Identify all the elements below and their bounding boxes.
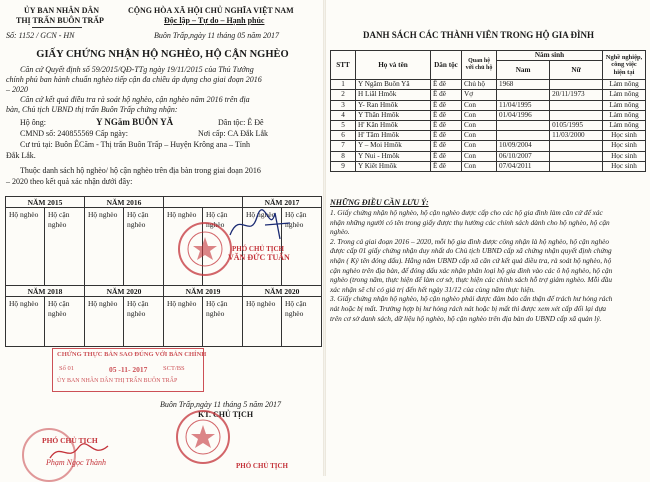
basis-line-3: – 2020 [6, 85, 28, 94]
col-stt: STT [331, 51, 356, 80]
cell-female [550, 161, 603, 171]
basis-line-4: Căn cứ kết quả điều tra rà soát hộ nghèo, cận nghèo năm 2016 trên địa [20, 95, 250, 104]
cell-relation: Con [462, 120, 497, 130]
cell-job: Làm nông [603, 100, 646, 110]
ethnic-group: Dân tộc: Ê Đê [218, 118, 264, 127]
cell-relation: Con [462, 161, 497, 171]
note-line: xác nhận sẽ chỉ có giá trị đến hết ngày 31/12 của cùng năm thực hiện. [330, 284, 536, 294]
note-line: nghèo. [330, 227, 350, 237]
basis-line-5: bàn, Chủ tịch UBND thị trấn Buôn Trấp chứng nhận: [6, 105, 178, 114]
year-2016: NĂM 2016 [85, 197, 164, 208]
poor-label: Hộ nghèo [85, 208, 124, 285]
year-2020: NĂM 2020 [243, 286, 322, 297]
cell-job: Học sinh [603, 161, 646, 171]
star-emblem-icon [178, 412, 228, 462]
household-table-title: DANH SÁCH CÁC THÀNH VIÊN TRONG HỘ GIA ĐÌNH [363, 30, 595, 40]
year-cell-2020 [243, 297, 322, 347]
signature-date-line: Buôn Trấp,ngày 11 tháng 5 năm 2017 [160, 400, 281, 409]
cell-name: Y Thăn Hmŏk [356, 110, 431, 120]
year-2017: NĂM 2017 [243, 197, 322, 208]
cell-male: 10/09/2004 [497, 141, 550, 151]
signer-role-small: PHÓ CHỦ TỊCH [232, 245, 284, 253]
table-row [331, 151, 646, 161]
near-poor-label: Hộ cận nghèo [48, 210, 70, 229]
poor-label: Hộ nghèo [6, 297, 45, 346]
year-cell-2020a [85, 297, 164, 347]
year-2015: NĂM 2015 [6, 197, 85, 208]
notes-block [330, 208, 646, 323]
bottom-signer-role: PHÓ CHỦ TỊCH [236, 462, 288, 470]
cell-job: Làm nông [603, 90, 646, 100]
cell-job: Làm nông [603, 80, 646, 90]
agency-line1: ỦY BAN NHÂN DÂN [24, 6, 100, 15]
cell-name: Y Kiêt Hmŏk [356, 161, 431, 171]
cell-female: 20/11/1973 [550, 90, 603, 100]
col-relation: Quan hệ với chủ hộ [462, 51, 497, 80]
cell-job: Học sinh [603, 151, 646, 161]
note-line: được cấp 01 giấy chứng nhận duy nhất do Chủ tịch UBND cấp xã chứng nhận quyết định chứng [330, 246, 612, 256]
col-birth-year: Năm sinh [497, 51, 603, 61]
household-members-table [330, 50, 646, 172]
cell-ethnic: Ê đê [431, 151, 462, 161]
table-row [331, 141, 646, 151]
cell-relation: Vợ [462, 90, 497, 100]
cell-male: 1968 [497, 80, 550, 90]
year-cell-2015 [6, 208, 85, 286]
note-line: 2. Trong cả giai đoạn 2016 – 2020, mỗi hộ gia đình được công nhận là hộ nghèo, hộ cận nghèo [330, 236, 609, 246]
cell-relation: Con [462, 100, 497, 110]
note-line: nát hoặc bị mất. Trường hợp bị hư hỏng rách nát hoặc bị mất thì được xem xét cấp đổi lại dựa [330, 303, 607, 313]
cell-job: Học sinh [603, 141, 646, 151]
cell-stt: 8 [331, 151, 356, 161]
near-poor-label: Hộ cận nghèo [285, 299, 307, 318]
cell-male [497, 131, 550, 141]
cell-job: Làm nông [603, 110, 646, 120]
cell-male: 07/04/2011 [497, 161, 550, 171]
copy-book: SCT/BS [163, 365, 185, 372]
motto: Độc lập – Tự do – Hạnh phúc [164, 16, 265, 25]
id-number: CMND số: 240855569 Cấp ngày: [20, 129, 128, 138]
year-cell-2019 [164, 297, 243, 347]
republic-title: CỘNG HÒA XÃ HỘI CHỦ NGHĨA VIỆT NAM [128, 6, 294, 15]
cell-job: Học sinh [603, 131, 646, 141]
cell-stt: 4 [331, 110, 356, 120]
basis-line-1: Căn cứ Quyết định số 59/2015/QĐ-TTg ngày 19/11/2015 của Thủ Tướng [20, 65, 254, 74]
basis-line-2: chính phủ ban hành chuẩn nghèo tiếp cận đa chiều áp dụng cho giai đoạn 2016 [6, 75, 262, 84]
cell-name: H' Tăm Hmŏk [356, 131, 431, 141]
poor-label: Hộ nghèo [6, 208, 45, 285]
cell-female: 11/03/2000 [550, 131, 603, 141]
cell-female: 0105/1995 [550, 120, 603, 130]
year-cell-2018 [6, 297, 85, 347]
table-row [331, 120, 646, 130]
cell-relation: Chủ hộ [462, 80, 497, 90]
cell-ethnic: Ê đê [431, 90, 462, 100]
poor-label: Hộ nghèo [164, 208, 203, 285]
residence-line-2: Đắk Lắk. [6, 151, 36, 160]
certificate-title: GIẤY CHỨNG NHẬN HỘ NGHÈO, HỘ CẬN NGHÈO [36, 49, 289, 60]
cell-relation: Con [462, 131, 497, 141]
copy-number: Số 01 [59, 365, 74, 372]
place-date: Buôn Trấp,ngày 11 tháng 05 năm 2017 [154, 31, 279, 40]
result-line-2: – 2020 theo kết quả xác nhận dưới đây: [6, 177, 133, 186]
cell-name: Y- Ran Hmŏk [356, 100, 431, 110]
result-line-1: Thuộc danh sách hộ nghèo/ hộ cận nghèo trên địa bàn trong giai đoạn 2016 [20, 166, 261, 175]
near-poor-label: Hộ cận nghèo [48, 299, 70, 318]
cell-name: H' Kăn Hmŏk [356, 120, 431, 130]
cell-job: Làm nông [603, 120, 646, 130]
signer-name: Phạm Ngọc Thành [46, 458, 106, 467]
cell-ethnic: Ê đê [431, 161, 462, 171]
note-line: cận nghèo trên địa bàn, để đóng dấu xác nhận phân loại hộ gia đình vào các ô hộ nghèo, hộ cận [330, 265, 613, 275]
col-name: Họ và tên [356, 51, 431, 80]
poor-label: Hộ nghèo [243, 297, 282, 346]
cell-male [497, 120, 550, 130]
copy-stamp-title: CHỨNG THỰC BẢN SAO ĐÚNG VỚI BẢN CHÍNH [57, 351, 207, 358]
table-row [331, 131, 646, 141]
poor-label: Hộ nghèo [164, 297, 203, 346]
year-row-2 [6, 286, 322, 297]
official-seal-stamp [178, 222, 232, 276]
cell-stt: 1 [331, 80, 356, 90]
table-row [331, 90, 646, 100]
cell-male [497, 90, 550, 100]
year-2018: NĂM 2018 [6, 286, 85, 297]
header-underline-left [32, 27, 82, 28]
cell-male: 06/10/2007 [497, 151, 550, 161]
star-emblem-icon [180, 224, 230, 274]
cell-female [550, 110, 603, 120]
near-poor-label: Hộ cận nghèo [127, 299, 149, 318]
household-head-name: Y NGăm BUÔN YĂ [96, 117, 174, 127]
cell-ethnic: Ê đê [431, 141, 462, 151]
note-line: trên cơ sở danh sách, dữ liệu hộ nghèo, hộ cận nghèo trên địa bàn do UBND cấp xã quản lý. [330, 313, 602, 323]
id-issued-place: Nơi cấp: CA Đắk Lắk [198, 129, 268, 138]
copy-date: 05 -11- 2017 [109, 365, 148, 374]
poor-label: Hộ nghèo [85, 297, 124, 346]
household-label: Hộ ông: [20, 118, 46, 127]
cell-stt: 6 [331, 131, 356, 141]
note-line: 3. Giấy chứng nhận hộ nghèo, hộ cận nghèo phải được đảm bảo cẩn thận để trách hư hỏng rách [330, 294, 613, 304]
table-row [331, 100, 646, 110]
note-line: nghèo (trong năm, thực hiện để làm cơ sở, thực hiện các chính sách hỗ trợ giảm nghèo. Mỗi đầu [330, 275, 613, 285]
near-poor-label: Hộ cận nghèo [127, 210, 149, 229]
signature-scribble-top [225, 205, 295, 245]
year-2019: NĂM 2019 [164, 286, 243, 297]
cell-male: 11/04/1995 [497, 100, 550, 110]
signature-role: KT. CHỦ TỊCH [198, 410, 254, 419]
near-poor-label: Hộ cận nghèo [285, 210, 307, 229]
cell-female [550, 100, 603, 110]
col-ethnic: Dân tộc [431, 51, 462, 80]
cell-relation: Con [462, 151, 497, 161]
cell-ethnic: Ê đê [431, 80, 462, 90]
near-poor-label: Hộ cận nghèo [206, 299, 228, 318]
cell-name: Y Ngăm Buôn Yă [356, 80, 431, 90]
col-job: Nghề nghiệp, công việc hiện tại [603, 51, 646, 80]
cell-stt: 9 [331, 161, 356, 171]
copy-certification-stamp [52, 348, 207, 392]
year-row-2-body [6, 297, 322, 347]
col-male: Nam [497, 61, 550, 80]
cell-male: 01/04/1996 [497, 110, 550, 120]
table-row [331, 80, 646, 90]
year-2020a: NĂM 2020 [85, 286, 164, 297]
agency-line2: THỊ TRẤN BUÔN TRẤP [16, 16, 104, 25]
cell-stt: 5 [331, 120, 356, 130]
cell-ethnic: Ê đê [431, 120, 462, 130]
certificate-left-page [0, 0, 325, 476]
cell-ethnic: Ê đê [431, 131, 462, 141]
col-female: Nữ [550, 61, 603, 80]
cell-name: Y – Moi Hmŏk [356, 141, 431, 151]
cell-relation: Con [462, 110, 497, 120]
official-seal-stamp-2 [176, 410, 230, 464]
note-line: nhận những người có tên trong giấy được thụ hưởng các chính sách dành cho hộ nghèo, hộ cận [330, 217, 610, 227]
cell-stt: 3 [331, 100, 356, 110]
poor-label: Hộ nghèo [243, 208, 282, 285]
residence-line-1: Cư trú tại: Buôn ÊCăm - Thị trấn Buôn Trấp – Huyện Krông ana – Tỉnh [20, 140, 251, 149]
year-cell-2016 [85, 208, 164, 286]
cell-female [550, 80, 603, 90]
table-row [331, 161, 646, 171]
household-table-body [331, 80, 646, 172]
near-poor-label: Hộ cận nghèo [206, 210, 228, 229]
cell-ethnic: Ê đê [431, 110, 462, 120]
table-row [331, 110, 646, 120]
cell-name: H Liăl Hmŏk [356, 90, 431, 100]
cell-name: Y Nui - Hmŏk [356, 151, 431, 161]
cell-stt: 2 [331, 90, 356, 100]
signer-role-bottom: PHÓ CHỦ TỊCH [42, 436, 98, 445]
cell-female [550, 151, 603, 161]
document-number: Số: 1152 / GCN - HN [6, 31, 75, 40]
copy-office: ỦY BAN NHÂN DÂN THỊ TRẤN BUÔN TRẤP [57, 378, 178, 384]
cell-female [550, 141, 603, 151]
note-line: 1. Giấy chứng nhận hộ nghèo, hộ cận nghèo được cấp cho các hộ gia đình làm căn cứ để xác [330, 208, 603, 217]
cell-stt: 7 [331, 141, 356, 151]
cell-relation: Con [462, 141, 497, 151]
notes-title: NHỮNG ĐIỀU CẦN LƯU Ý: [330, 198, 429, 207]
note-line: nhận ( Ký tên đóng dấu). Hằng năm UBND cấp xã căn cứ kết quả điều tra, rà soát hộ nghèo, hộ [330, 255, 612, 265]
signer-name-small: VĂN ĐỨC TUẤN [228, 253, 290, 262]
cell-ethnic: Ê đê [431, 100, 462, 110]
